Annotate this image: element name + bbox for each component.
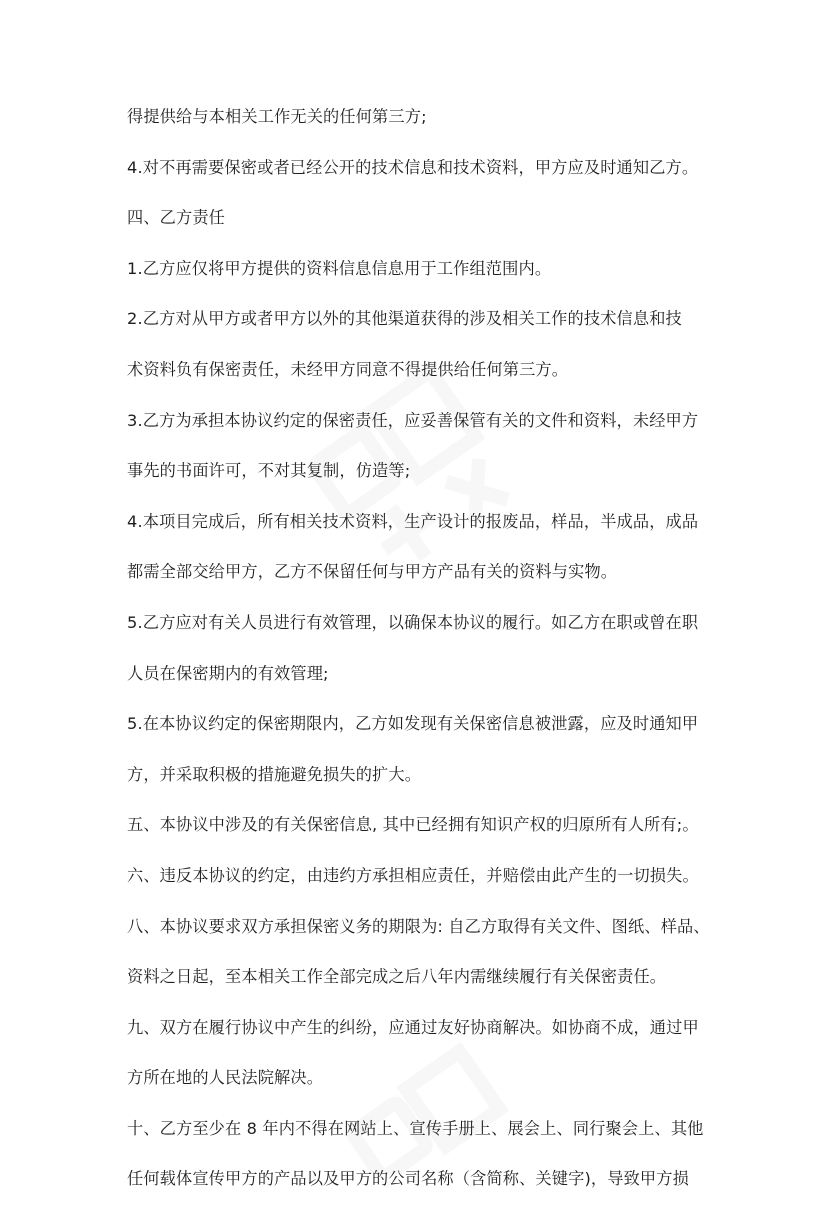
paragraph-line: 4.对不再需要保密或者已经公开的技术信息和技术资料，甲方应及时通知乙方。 [127,157,699,177]
paragraph-line: 5.乙方应对有关人员进行有效管理，以确保本协议的履行。如乙方在职或曾在职 [127,612,699,632]
paragraph-line: 方，并采取积极的措施避免损失的扩大。 [127,764,422,784]
document-body [127,104,717,1217]
section-heading: 四、乙方责任 [127,208,226,228]
paragraph-line: 4.本项目完成后，所有相关技术资料，生产设计的报废品，样品，半成品，成品 [127,511,699,531]
paragraph-line: 得提供给与本相关工作无关的任何第三方; [127,107,427,126]
paragraph-line: 资料之日起，至本相关工作全部完成之后八年内需继续履行有关保密责任。 [127,967,667,987]
paragraph-line: 2.乙方对从甲方或者甲方以外的其他渠道获得的涉及相关工作的技术信息和技 [127,309,682,329]
paragraph-line: 1.乙方应仅将甲方提供的资料信息信息用于工作组范围内。 [127,258,552,278]
paragraph-line: 都需全部交给甲方，乙方不保留任何与甲方产品有关的资料与实物。 [127,562,618,582]
paragraph-line: 五、本协议中涉及的有关保密信息, 其中已经拥有知识产权的归原所有人所有;。 [127,815,699,835]
paragraph-line: 5.在本协议约定的保密期限内，乙方如发现有关保密信息被泄露，应及时通知甲 [127,714,699,734]
paragraph-line: 人员在保密期内的有效管理; [127,663,329,683]
paragraph-line: 事先的书面许可，不对其复制，仿造等; [127,461,411,481]
paragraph-line: 八、本协议要求双方承担保密义务的期限为: 自乙方取得有关文件、图纸、样品、 [127,916,710,936]
paragraph-line: 3.乙方为承担本协议约定的保密责任，应妥善保管有关的文件和资料，未经甲方 [127,410,699,430]
paragraph-line: 六、违反本协议的约定，由违约方承担相应责任，并赔偿由此产生的一切损失。 [127,865,699,885]
paragraph-line: 九、双方在履行协议中产生的纠纷，应通过友好协商解决。如协商不成，通过甲 [127,1017,699,1037]
paragraph-line: 方所在地的人民法院解决。 [127,1068,324,1088]
paragraph-line: 术资料负有保密责任，未经甲方同意不得提供给任何第三方。 [127,359,569,379]
paragraph-line: 任何载体宣传甲方的产品以及甲方的公司名称（含简称、关键字)，导致甲方损 [127,1169,689,1189]
paragraph-line: 十、乙方至少在 8 年内不得在网站上、宣传手册上、展会上、同行聚会上、其他 [127,1118,704,1138]
